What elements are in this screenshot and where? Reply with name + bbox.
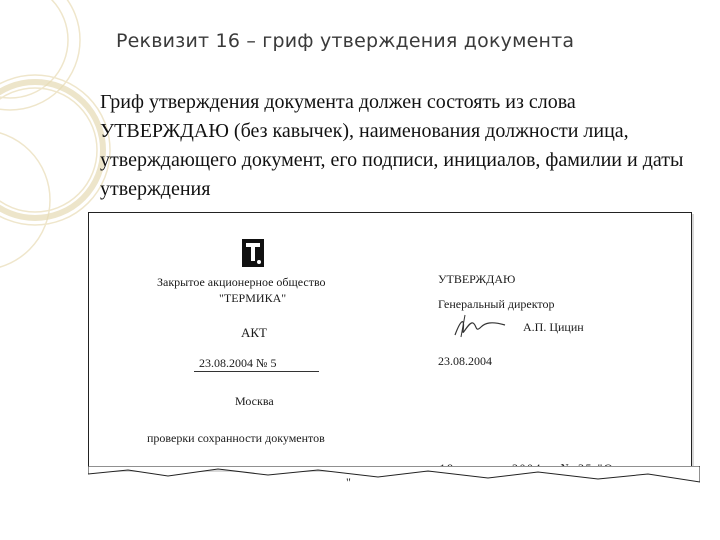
approver-name: А.П. Цицин	[523, 320, 584, 334]
torn-edge	[88, 466, 700, 506]
organization-name-quoted: "ТЕРМИКА"	[219, 291, 287, 305]
date-number-underline	[194, 371, 319, 372]
document-city: Москва	[235, 394, 274, 408]
document-date-number: 23.08.2004 № 5	[199, 356, 277, 370]
slide-body-text: Гриф утверждения документа должен состоять из слова УТВЕРЖДАЮ (без кавычек), наименования должности лица, утверждающего документ, его подписи, инициалов, фамилии и даты утверждения	[100, 91, 684, 200]
company-logo-icon	[242, 239, 264, 267]
document-sample	[88, 212, 692, 470]
signature-icon	[451, 313, 509, 339]
document-type: АКТ	[241, 325, 267, 340]
approval-date: 23.08.2004	[438, 354, 492, 368]
slide-title: Реквизит 16 – гриф утверждения документа	[116, 30, 575, 52]
document-text-line-cut: "	[346, 475, 351, 489]
approval-word: УТВЕРЖДАЮ	[438, 272, 516, 286]
document-heading: проверки сохранности документов	[147, 431, 325, 445]
approver-position: Генеральный директор	[438, 297, 555, 311]
organization-name: Закрытое акционерное общество	[157, 275, 326, 289]
